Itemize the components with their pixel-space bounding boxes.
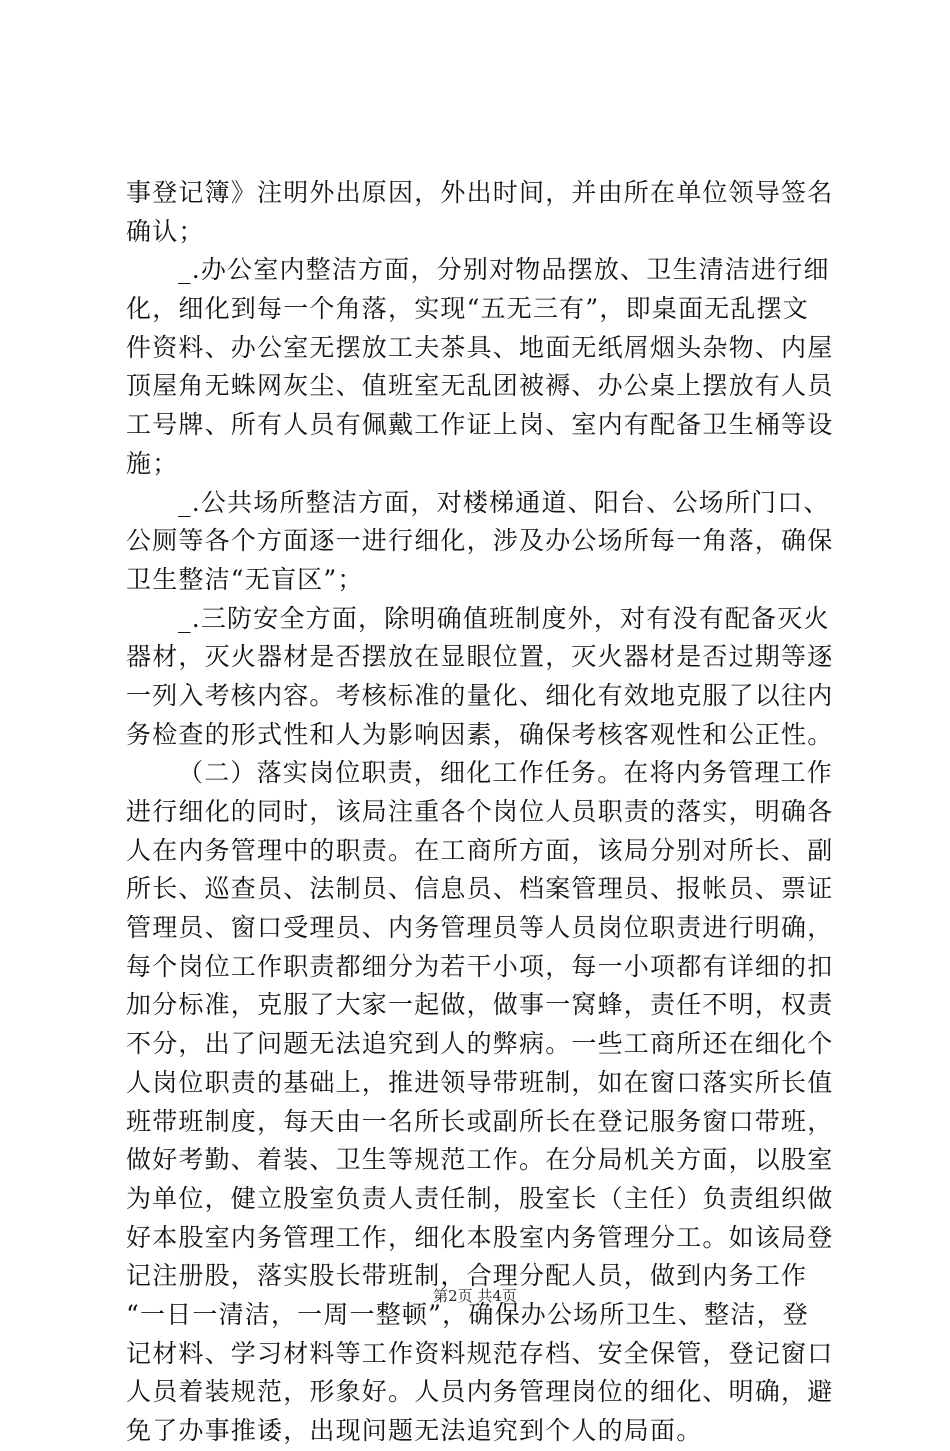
text-line: 人员着装规范，形象好。人员内务管理岗位的细化、明确，避 (126, 1377, 834, 1407)
text-line: 务检查的形式性和人为影响因素，确保考核客观性和公正性。 (126, 719, 834, 749)
text-line: 人在内务管理中的职责。在工商所方面，该局分别对所长、副 (126, 835, 834, 865)
text-line: 工号牌、所有人员有佩戴工作证上岗、室内有配备卫生桶等设 (126, 410, 834, 440)
text-line: （二）落实岗位职责，细化工作任务。在将内务管理工作 (178, 758, 834, 788)
text-line: 施； (126, 448, 179, 478)
text-line: _.三防安全方面，除明确值班制度外，对有没有配备灭火 (178, 603, 830, 633)
text-line: 顶屋角无蛛网灰尘、值班室无乱团被褥、办公桌上摆放有人员 (126, 371, 834, 401)
text-line: 好本股室内务管理工作，细化本股室内务管理分工。如该局登 (126, 1222, 834, 1252)
text-line: 做好考勤、着装、卫生等规范工作。在分局机关方面，以股室 (126, 1145, 834, 1175)
text-line: _.公共场所整洁方面，对楼梯通道、阳台、公场所门口、 (178, 487, 830, 517)
text-line: 管理员、窗口受理员、内务管理员等人员岗位职责进行明确， (126, 913, 834, 943)
text-line: 卫生整洁“无盲区”； (126, 564, 364, 594)
text-line: 记材料、学习材料等工作资料规范存档、安全保管，登记窗口 (126, 1338, 834, 1368)
text-line: 加分标准，克服了大家一起做，做事一窝蜂，责任不明，权责 (126, 990, 834, 1020)
text-line: “一日一清洁，一周一整顿”，确保办公场所卫生、整洁，登 (126, 1299, 809, 1329)
text-line: _.办公室内整洁方面，分别对物品摆放、卫生清洁进行细 (178, 255, 830, 285)
text-line: 记注册股，落实股长带班制，合理分配人员，做到内务工作 (126, 1261, 808, 1291)
page-footer: 第2页 共4页 (433, 1287, 517, 1305)
text-line: 公厕等各个方面逐一进行细化，涉及办公场所每一角落，确保 (126, 526, 834, 556)
document-body (126, 174, 834, 1451)
text-line: 为单位，健立股室负责人责任制，股室长（主任）负责组织做 (126, 1183, 834, 1213)
text-line: 班带班制度，每天由一名所长或副所长在登记服务窗口带班， (126, 1106, 834, 1136)
text-line: 确认； (126, 216, 205, 246)
text-line: 不分，出了问题无法追究到人的弊病。一些工商所还在细化个 (126, 1029, 834, 1059)
text-line: 免了办事推诿，出现问题无法追究到个人的局面。 (126, 1416, 703, 1445)
text-line: 每个岗位工作职责都细分为若干小项，每一小项都有详细的扣 (126, 951, 834, 981)
text-line: 所长、巡查员、法制员、信息员、档案管理员、报帐员、票证 (126, 874, 834, 904)
text-line: 进行细化的同时，该局注重各个岗位人员职责的落实，明确各 (126, 797, 834, 826)
text-line: 器材，灭火器材是否摆放在显眼位置，灭火器材是否过期等逐 (126, 642, 834, 672)
text-line: 人岗位职责的基础上，推进领导带班制，如在窗口落实所长值 (126, 1067, 834, 1097)
text-line: 一列入考核内容。考核标准的量化、细化有效地克服了以往内 (126, 680, 834, 710)
text-line: 化，细化到每一个角落，实现“五无三有”，即桌面无乱摆文 (126, 294, 809, 324)
text-line: 件资料、办公室无摆放工夫茶具、地面无纸屑烟头杂物、内屋 (126, 332, 834, 362)
text-line: 事登记簿》注明外出原因，外出时间，并由所在单位领导签名 (126, 178, 834, 207)
